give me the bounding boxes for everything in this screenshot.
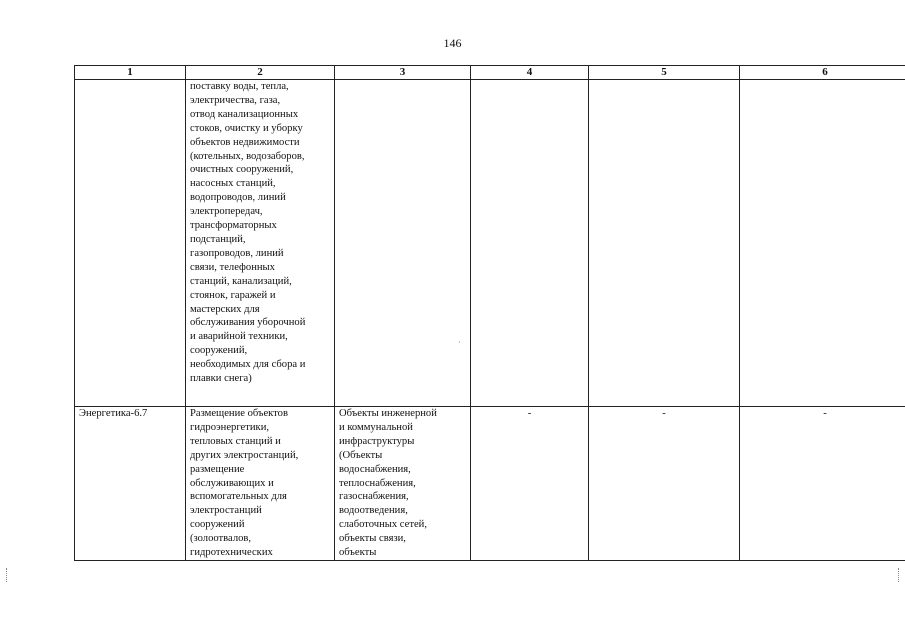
cell-text-line: поставку воды, тепла,: [190, 81, 289, 92]
cell-col4: -: [471, 407, 589, 561]
table-row-continuation: [75, 80, 905, 407]
cell-description: [186, 80, 335, 407]
cell-text-line: размещение: [190, 463, 245, 475]
header-row: [75, 66, 905, 80]
scan-edge-mark-left: [6, 568, 8, 582]
cell-text-line: электростанций: [190, 505, 262, 517]
cell-text-line: водопроводов, линий: [190, 192, 286, 204]
column-header-5: 5: [589, 66, 740, 80]
cell-text-line: теплоснабжения,: [339, 477, 416, 489]
cell-text-line: гидротехнических: [190, 547, 273, 559]
cell-text-line: очистных сооружений,: [190, 164, 294, 176]
cell-text-line: обслуживающих и: [190, 477, 274, 489]
cell-text-line: обслуживания уборочной: [190, 317, 306, 329]
cell-text-line: подстанций,: [190, 233, 246, 245]
cell-col5: -: [589, 407, 740, 561]
cell-text-line: (котельных, водозаборов,: [190, 150, 305, 162]
cell-text-line: Объекты инженерной: [339, 408, 437, 419]
cell-text-line: (золоотвалов,: [190, 533, 252, 545]
cell-text-line: газоснабжения,: [339, 491, 409, 503]
scan-edge-mark-right: [898, 568, 900, 582]
cell-text-line: и коммунальной: [339, 421, 413, 433]
cell-text-line: тепловых станций и: [190, 435, 281, 447]
cell-description: [186, 407, 335, 561]
column-header-6: 6: [740, 66, 905, 80]
cell-text-line: объектов недвижимости: [190, 136, 300, 148]
cell-text-line: объекты связи,: [339, 533, 406, 545]
column-header-3: 3: [335, 66, 471, 80]
cell-text-line: и аварийной техники,: [190, 331, 288, 343]
regulation-table: [74, 65, 905, 561]
cell-col5: [589, 80, 740, 407]
cell-text-line: сооружений,: [190, 345, 248, 357]
cell-text-line: станций, канализаций,: [190, 275, 292, 287]
cell-use-type: [75, 80, 186, 407]
cell-text-line: электропередач,: [190, 206, 263, 218]
cell-col6: -: [740, 407, 905, 561]
cell-text-line: стоянок, гаражей и: [190, 289, 276, 301]
cell-text-line: сооружений: [190, 519, 245, 531]
cell-text-line: связи, телефонных: [190, 261, 275, 273]
cell-text-line: инфраструктуры: [339, 435, 415, 447]
cell-text-line: (Объекты: [339, 449, 383, 461]
cell-text-line: вспомогательных для: [190, 491, 287, 503]
cell-text-line: электричества, газа,: [190, 94, 281, 106]
cell-use-type: Энергетика-6.7: [75, 407, 186, 561]
cell-text-line: мастерских для: [190, 303, 260, 315]
cell-text-line: водоснабжения,: [339, 463, 411, 475]
cell-text-line: Размещение объектов: [190, 408, 288, 419]
cell-text-line: гидроэнергетики,: [190, 421, 270, 433]
cell-text-line: газопроводов, линий: [190, 247, 284, 259]
cell-text-line: необходимых для сбора и: [190, 359, 306, 371]
cell-text-line: водоотведения,: [339, 505, 408, 517]
table-row-energy: [75, 407, 905, 561]
cell-col4: [471, 80, 589, 407]
cell-allowed-objects: [335, 80, 471, 407]
page-number: 146: [443, 36, 462, 50]
cell-col6: [740, 80, 905, 407]
cell-text-line: отвод канализационных: [190, 108, 299, 120]
cell-text-line: насосных станций,: [190, 178, 276, 190]
cell-text-line: трансформаторных: [190, 220, 277, 232]
column-header-2: 2: [186, 66, 335, 80]
column-header-4: 4: [471, 66, 589, 80]
cell-allowed-objects: [335, 407, 471, 561]
cell-text-line: объекты: [339, 547, 377, 559]
cell-text-line: других электростанций,: [190, 449, 299, 461]
cell-text-line: слаботочных сетей,: [339, 519, 427, 531]
column-header-1: 1: [75, 66, 186, 80]
cell-text-line: плавки снега): [190, 373, 252, 385]
cell-text-line: стоков, очистку и уборку: [190, 122, 303, 134]
scan-speck: ·: [458, 338, 461, 347]
